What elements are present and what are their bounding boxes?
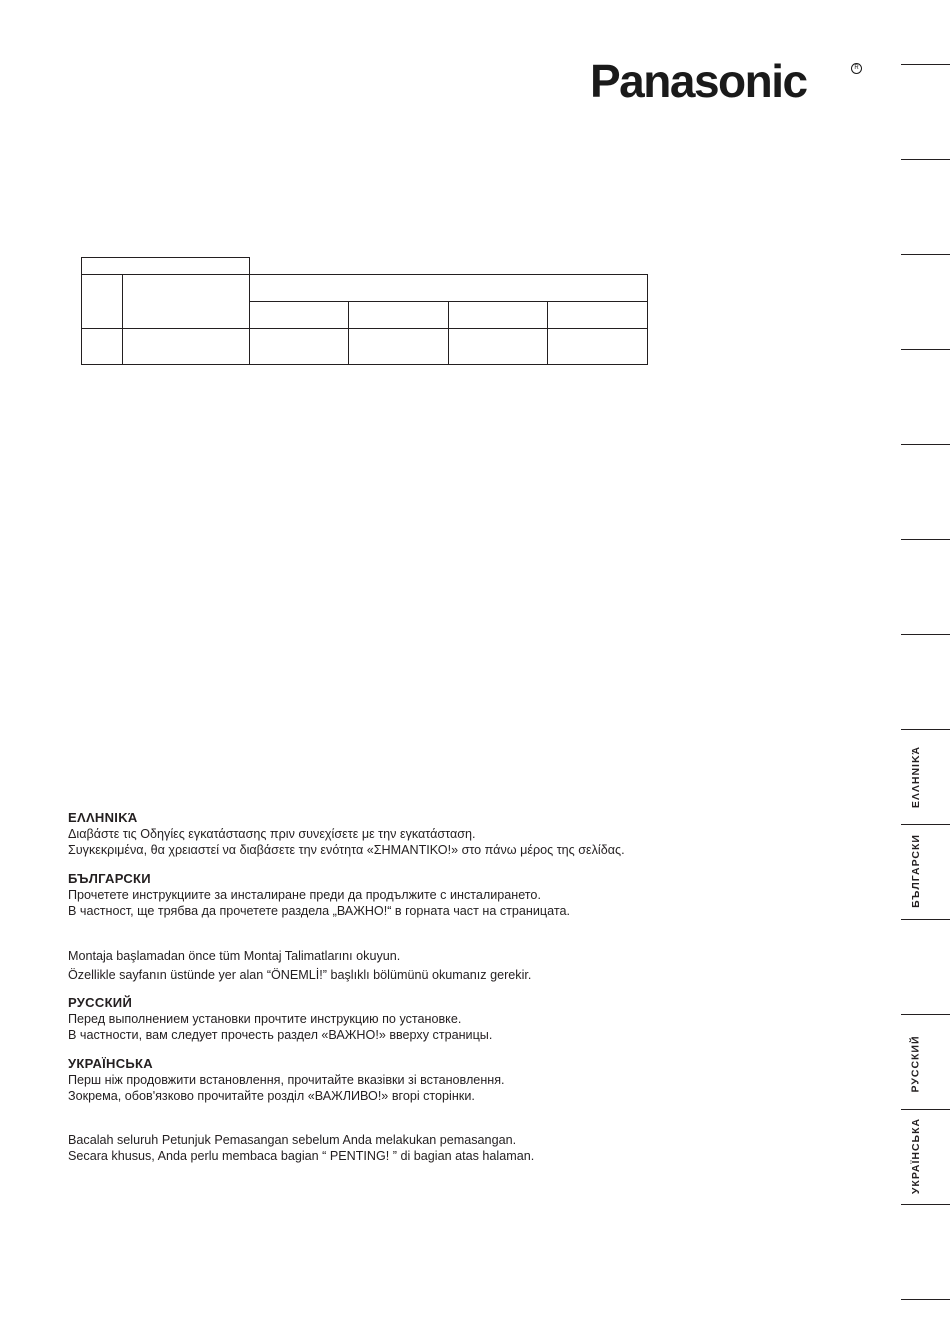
tab-label: БЪЛГАРСКИ <box>910 834 922 908</box>
section-line: Montaja başlamadan önce tüm Montaj Talimatlarını okuyun. <box>68 949 401 963</box>
section-heading: УКРАЇНСЬКА <box>68 1056 153 1071</box>
section-line: Συγκεκριμένα, θα χρειαστεί να διαβάσετε την ενότητα «ΣΗΜΑΝΤΙΚΟ!» στο πάνω μέρος της σελίδας. <box>68 843 625 857</box>
tab-label: РУССКИЙ <box>910 1035 923 1093</box>
tab-greek <box>906 740 926 814</box>
section-line: Secara khusus, Anda perlu membaca bagian “ PENTING! ” di bagian atas halaman. <box>68 1149 535 1163</box>
section-heading: РУССКИЙ <box>68 995 133 1010</box>
section-russian <box>68 995 768 1043</box>
section-bulgarian <box>68 871 768 919</box>
section-line: Перед выполнением установки прочтите инструкцию по установке. <box>68 1012 462 1026</box>
tab-label: ΕΛΛΗΝΙΚΆ <box>910 745 923 809</box>
section-heading: БЪЛГАРСКИ <box>68 871 151 886</box>
section-greek <box>68 810 768 858</box>
panasonic-logo: Panasonic <box>590 55 807 107</box>
section-line: Bacalah seluruh Petunjuk Pemasangan sebelum Anda melakukan pemasangan. <box>68 1133 517 1147</box>
section-line: Прочетете инструкциите за инсталиране преди да продължите с инсталирането. <box>68 888 541 902</box>
tab-russian <box>906 1024 926 1104</box>
section-indonesian <box>68 1132 768 1164</box>
section-turkish <box>68 947 768 985</box>
registered-mark-icon: R <box>851 63 862 74</box>
section-line: Διαβάστε τις Οδηγίες εγκατάστασης πριν συνεχίσετε με την εγκατάσταση. <box>68 827 476 841</box>
section-line: В частности, вам следует прочесть раздел «ВАЖНО!» вверху страницы. <box>68 1028 493 1042</box>
tab-bulgarian <box>906 826 926 916</box>
section-line: Перш ніж продовжити встановлення, прочитайте вказівки зі встановлення. <box>68 1073 505 1087</box>
section-line: Зокрема, обов'язково прочитайте розділ «ВАЖЛИВО!» вгорі сторінки. <box>68 1089 475 1103</box>
section-heading: ΕΛΛΗΝΙΚΆ <box>68 810 138 825</box>
section-line: В частност, ще трябва да прочетете раздела „ВАЖНО!“ в горната част на страницата. <box>68 904 570 918</box>
section-ukrainian <box>68 1056 768 1104</box>
tab-ukrainian <box>906 1110 926 1202</box>
section-line: Özellikle sayfanın üstünde yer alan “ÖNEMLİ!” başlıklı bölümünü okumanız gerekir. <box>68 968 532 982</box>
tab-label: УКРАЇНСЬКА <box>910 1117 922 1195</box>
